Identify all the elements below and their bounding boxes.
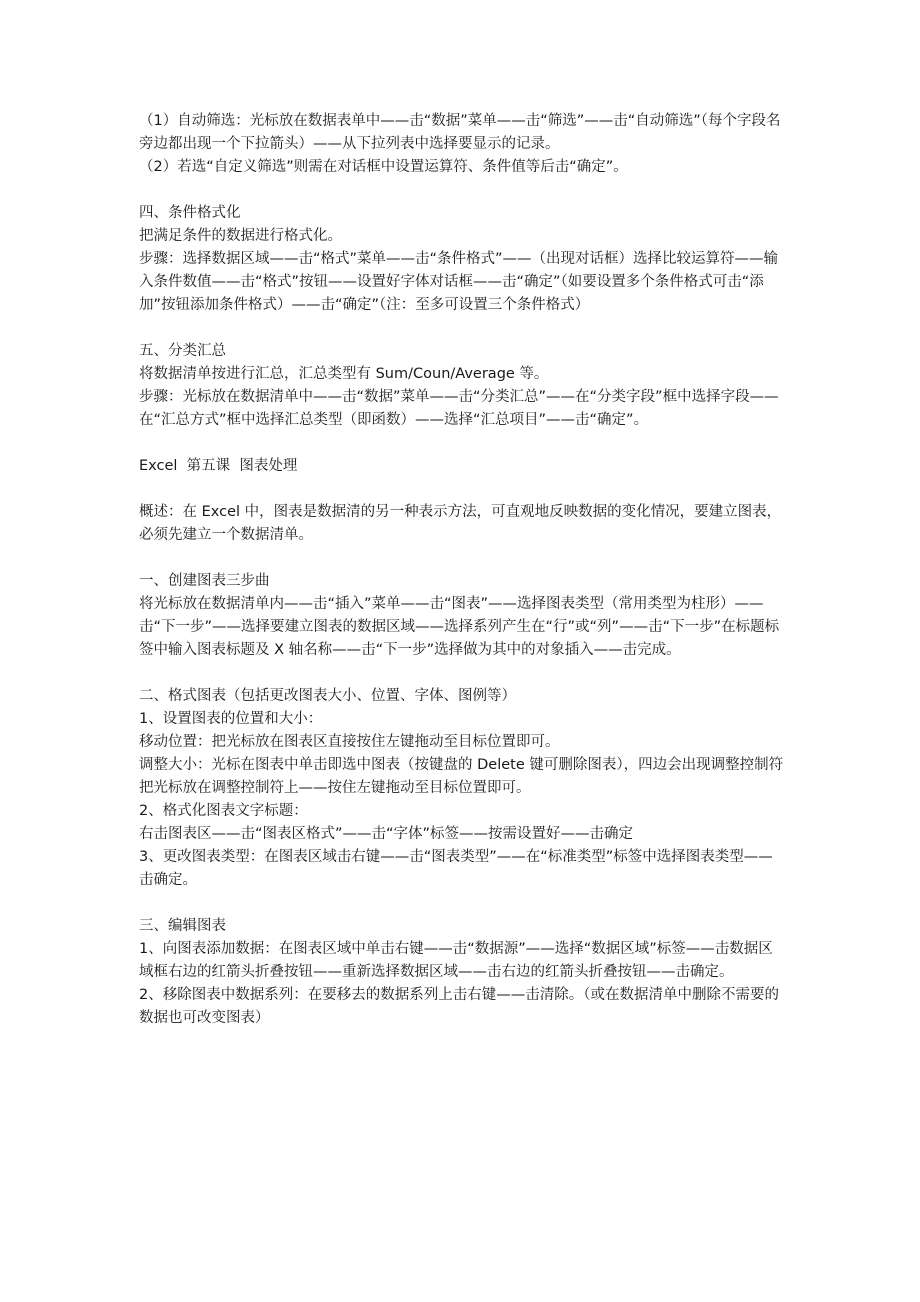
part3-item-2: 2、移除图表中数据系列：在要移去的数据系列上击右键——击清除。（或在数据清单中删除不需要的数据也可改变图表） <box>139 987 779 1026</box>
part3-heading: 三、编辑图表 <box>139 918 226 934</box>
spacer <box>139 547 787 570</box>
part2-resize: 调整大小：光标在图表中单击即选中图表（按键盘的 Delete 键可删除图表），四边会出现调整控制符把光标放在调整控制符上——按住左键拖动至目标位置即可。 <box>139 757 784 796</box>
spacer <box>139 317 787 340</box>
spacer <box>139 892 787 915</box>
document-body <box>139 110 787 1030</box>
spacer <box>139 432 787 455</box>
section4-heading: 四、条件格式化 <box>139 205 241 221</box>
section5-description: 将数据清单按进行汇总，汇总类型有 Sum/Coun/Average 等。 <box>139 366 549 382</box>
spacer <box>139 478 787 501</box>
lesson-title: Excel 第五课 图表处理 <box>139 458 298 474</box>
section5-steps: 步骤：光标放在数据清单中——击“数据”菜单——击“分类汇总”——在“分类字段”框中选择字段——在“汇总方式”框中选择汇总类型（即函数）——选择“汇总项目”——击“确定”。 <box>139 389 779 428</box>
part2-subheading-3: 3、更改图表类型：在图表区域击右键——击“图表类型”——在“标准类型”标签中选择图表类型——击确定。 <box>139 849 773 888</box>
section4-description: 把满足条件的数据进行格式化。 <box>139 228 342 244</box>
section5-heading: 五、分类汇总 <box>139 343 226 359</box>
filter-item-2: （2）若选“自定义筛选”则需在对话框中设置运算符、条件值等后击“确定”。 <box>139 159 628 175</box>
lesson-overview: 概述：在 Excel 中，图表是数据清的另一种表示方法，可直观地反映数据的变化情况，要建立图表，必须先建立一个数据清单。 <box>139 504 782 543</box>
filter-item-1: （1）自动筛选：光标放在数据表单中——击“数据”菜单——击“筛选”——击“自动筛选”（每个字段名旁边都出现一个下拉箭头）——从下拉列表中选择要显示的记录。 <box>139 113 781 152</box>
part2-format-title: 右击图表区——击“图表区格式”——击“字体”标签——按需设置好——击确定 <box>139 826 634 842</box>
part2-move-position: 移动位置：把光标放在图表区直接按住左键拖动至目标位置即可。 <box>139 734 560 750</box>
part2-heading: 二、格式图表（包括更改图表大小、位置、字体、图例等） <box>139 688 516 704</box>
spacer <box>139 179 787 202</box>
part3-item-1: 1、向图表添加数据：在图表区域中单击右键——击“数据源”——选择“数据区域”标签——击数据区域框右边的红箭头折叠按钮——重新选择数据区域——击右边的红箭头折叠按钮——击确定。 <box>139 941 773 980</box>
spacer <box>139 662 787 685</box>
section4-steps: 步骤：选择数据区域——击“格式”菜单——击“条件格式”——（出现对话框）选择比较运算符——输入条件数值——击“格式”按钮——设置好字体对话框——击“确定”（如要设置多个条件格式可击“添加”按钮添加条件格式）——击“确定”（注：至多可设置三个条件格式） <box>139 251 779 313</box>
part1-heading: 一、创建图表三步曲 <box>139 573 270 589</box>
part1-body: 将光标放在数据清单内——击“插入”菜单——击“图表”——选择图表类型（常用类型为柱形）——击“下一步”——选择要建立图表的数据区域——选择系列产生在“行”或“列”——击“下一步”在标题标签中输入图表标题及 X 轴名称——击“下一步”选择做为其中的对象插入——击完成。 <box>139 596 780 658</box>
part2-subheading-1: 1、设置图表的位置和大小： <box>139 711 323 727</box>
part2-subheading-2: 2、格式化图表文字标题： <box>139 803 308 819</box>
